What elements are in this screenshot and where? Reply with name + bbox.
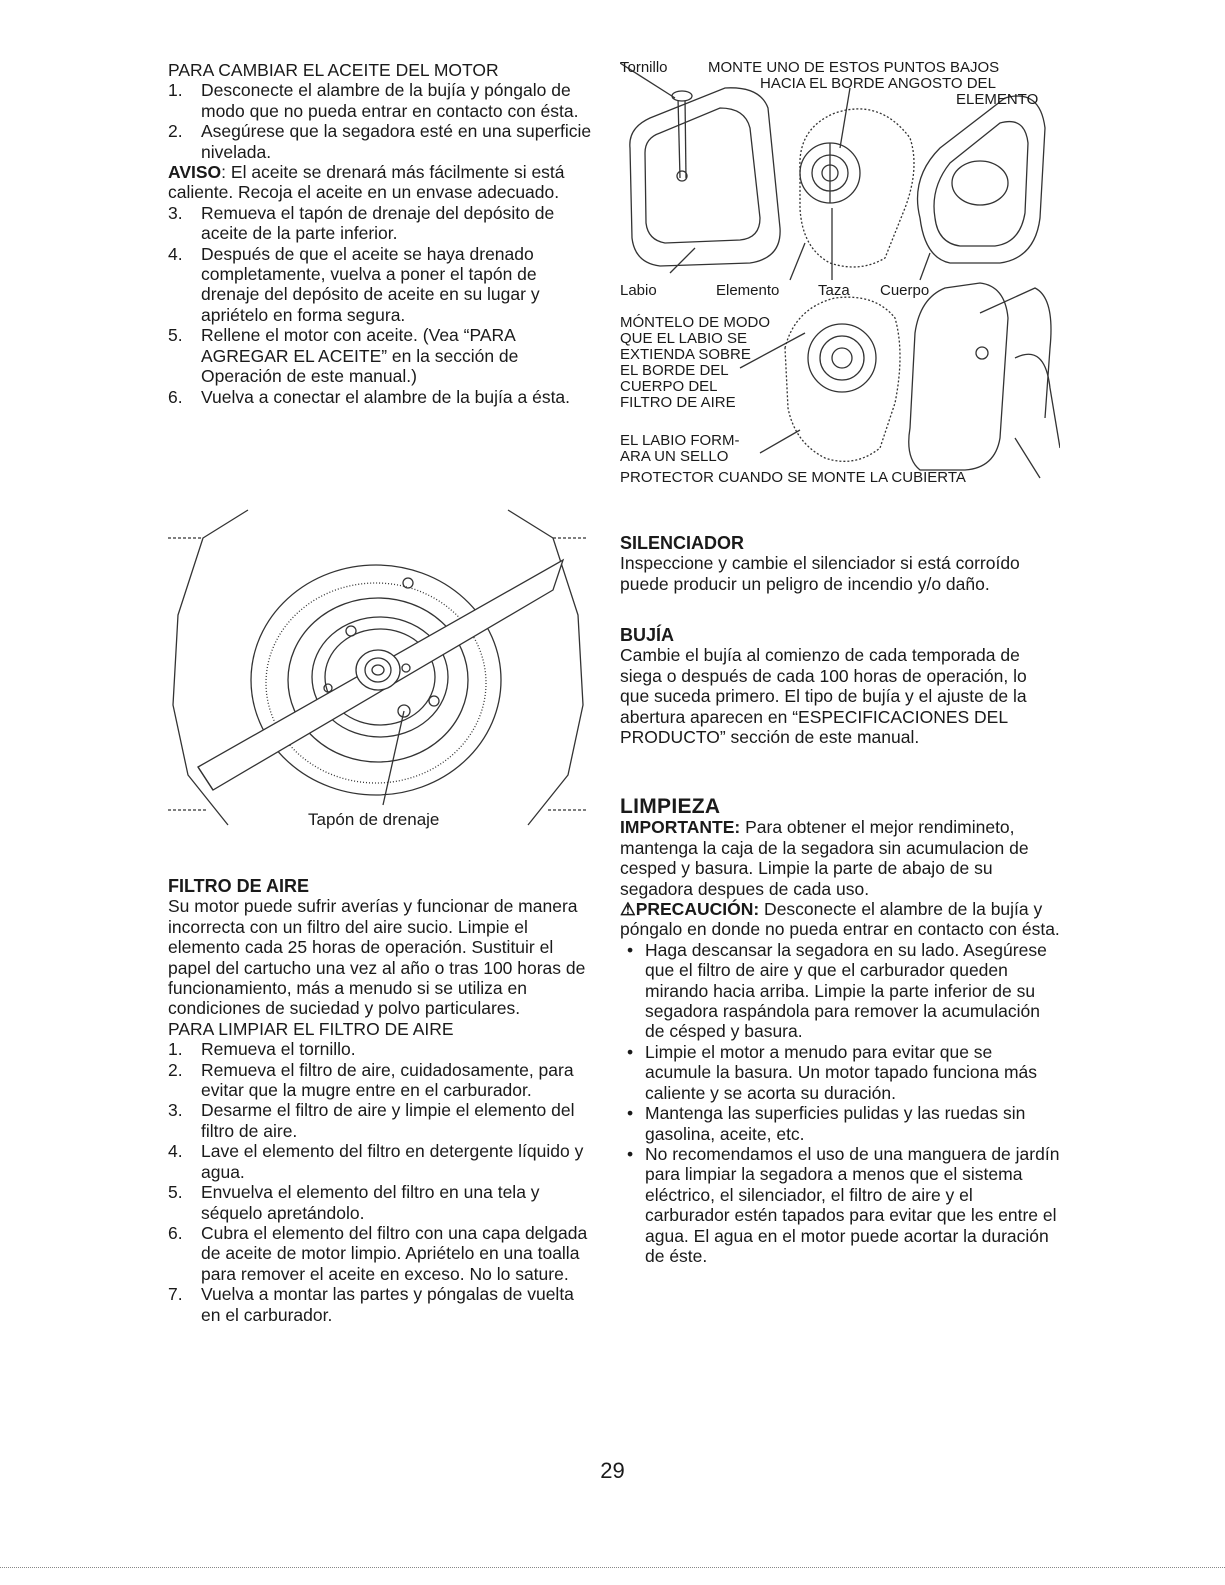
- step-text: Envuelva el elemento del filtro en una tela y séquelo apretándolo.: [201, 1182, 540, 1223]
- step-number: 3.: [168, 202, 183, 223]
- note-line: QUE EL LABIO SE: [620, 330, 747, 347]
- caution-label: PRECAUCIÓN:: [635, 899, 760, 920]
- aviso-note: [168, 162, 598, 203]
- cleaning-title: LIMPIEZA: [620, 795, 721, 818]
- note-line: MÓNTELO DE MODO: [620, 314, 771, 331]
- step-number: 4.: [168, 1141, 183, 1162]
- spark-plug-section: [620, 625, 1060, 747]
- list-item: [168, 244, 598, 326]
- list-item: [168, 387, 598, 407]
- spark-plug-title: BUJÍA: [620, 625, 675, 645]
- air-filter-text: Su motor puede sufrir averías y funcionar de manera incorrecta con un filtro del aire sucio. Limpie el elemento cada 25 horas de operación. Sustituir el papel del cartucho una vez al año o tras 100 horas de funcionamiento, más a menudo si se utiliza en condiciones de suciedad y polvo particulares.: [168, 896, 586, 1019]
- montelo-note: [620, 315, 770, 411]
- note-line: ARA UN SELLO: [620, 448, 729, 465]
- aviso-label: AVISO: [168, 162, 222, 183]
- important-note: [620, 817, 1060, 899]
- list-item: [620, 1144, 1060, 1266]
- note-line: FILTRO DE AIRE: [620, 394, 736, 411]
- list-item: [168, 325, 598, 386]
- oil-steps-list-b: [168, 203, 598, 407]
- list-item: [620, 1103, 1060, 1144]
- footer-divider: [0, 1567, 1225, 1568]
- list-item: [168, 1182, 598, 1223]
- note-line: EL LABIO FORM-: [620, 432, 740, 449]
- air-filter-title: FILTRO DE AIRE: [168, 876, 309, 896]
- monte-label-line1: MONTE UNO DE ESTOS PUNTOS BAJOS: [708, 59, 1000, 76]
- clean-filter-title: PARA LIMPIAR EL FILTRO DE AIRE: [168, 1018, 454, 1039]
- important-text: Para obtener el mejor rendimineto, mantenga la caja de la segadora sin acumulacion de cesped y basura. Limpie la parte de abajo de su segadora despues de cada uso.: [620, 817, 1029, 899]
- monte-label-line3: ELEMENTO: [956, 91, 1039, 108]
- cuerpo-label: Cuerpo: [880, 282, 930, 299]
- step-text: Cubra el elemento del filtro con una capa delgada de aceite de motor limpio. Apriételo en una toalla para remover el aceite en exceso. No lo sature.: [201, 1222, 588, 1284]
- caution-text: Desconecte el alambre de la bujía y póngalo en donde no pueda entrar en contacto con ésta.: [620, 899, 1060, 940]
- step-number: 2.: [168, 1059, 183, 1080]
- bullet-icon: •: [627, 1143, 634, 1164]
- step-number: 1.: [168, 80, 183, 101]
- step-text: Asegúrese que la segadora esté en una superficie nivelada.: [201, 121, 592, 162]
- muffler-text: Inspeccione y cambie el silenciador si está corroído puede producir un peligro de incendio y/o daño.: [620, 553, 1020, 594]
- oil-change-title: PARA CAMBIAR EL ACEITE DEL MOTOR: [168, 60, 499, 80]
- spark-plug-text: Cambie el bujía al comienzo de cada temporada de siega o después de cada 100 horas de operación, lo que suceda primero. El tipo de bujía y el ajuste de la abertura aparecen en “ESPECIFICACIONES DEL PRODUCTO” sección de este manual.: [620, 645, 1027, 748]
- air-filter-section: [168, 876, 598, 1325]
- mower-underside-drawing: [168, 505, 588, 845]
- bullet-text: Limpie el motor a menudo para evitar que se acumule la basura. Un motor tapado funciona más caliente y se acorta su duración.: [645, 1041, 1038, 1103]
- tornillo-label: Tornillo: [620, 59, 668, 76]
- oil-steps-list-a: [168, 80, 598, 162]
- list-item: [168, 1100, 598, 1141]
- cleaning-section: [620, 797, 1060, 1266]
- drain-plug-illustration: [168, 505, 588, 845]
- bullet-icon: •: [627, 939, 634, 960]
- muffler-title: SILENCIADOR: [620, 533, 745, 553]
- step-text: Después de que el aceite se haya drenado completamente, vuelva a poner el tapón de drenaje del depósito de aceite en su lugar y apriételo en forma segura.: [201, 243, 540, 325]
- step-text: Vuelva a montar las partes y póngalas de vuelta en el carburador.: [201, 1284, 574, 1325]
- list-item: [168, 80, 598, 121]
- step-text: Desarme el filtro de aire y limpie el elemento del filtro de aire.: [201, 1100, 575, 1141]
- list-item: [168, 1223, 598, 1284]
- list-item: [168, 1039, 598, 1059]
- bullet-text: Mantenga las superficies pulidas y las ruedas sin gasolina, aceite, etc.: [645, 1103, 1026, 1144]
- note-line: EXTIENDA SOBRE: [620, 346, 751, 363]
- list-item: [620, 1042, 1060, 1103]
- labio-label: Labio: [620, 282, 657, 299]
- clean-filter-steps: [168, 1039, 598, 1325]
- note-line: EL BORDE DEL: [620, 362, 729, 379]
- bullet-text: Haga descansar la segadora en su lado. Asegúrese que el filtro de aire y que el carburador queden mirando hacia arriba. Limpie la parte inferior de su segadora raspándola para remover la acumulación de césped y basura.: [645, 939, 1047, 1042]
- step-number: 2.: [168, 121, 183, 142]
- page-number: 29: [600, 1458, 625, 1483]
- caution-note: [620, 899, 1060, 940]
- step-text: Remueva el tornillo.: [201, 1039, 356, 1060]
- monte-label-line2: HACIA EL BORDE ANGOSTO DEL: [760, 75, 996, 92]
- list-item: [168, 203, 598, 244]
- bullet-icon: •: [627, 1103, 634, 1124]
- protector-note: PROTECTOR CUANDO SE MONTE LA CUBIERTA: [620, 469, 966, 486]
- step-number: 4.: [168, 243, 183, 264]
- step-number: 6.: [168, 1222, 183, 1243]
- list-item: [168, 1284, 598, 1325]
- step-number: 6.: [168, 386, 183, 407]
- elemento-label: Elemento: [716, 282, 780, 299]
- bullet-text: No recomendamos el uso de una manguera de jardín para limpiar la segadora a menos que el sistema eléctrico, el silenciador, el filtro de aire y el carburador estén tapados para evitar que les entre el agua. El agua en el motor puede acortar la duración de éste.: [645, 1143, 1060, 1266]
- step-number: 5.: [168, 1182, 183, 1203]
- taza-label: Taza: [818, 282, 850, 299]
- bullet-icon: •: [627, 1041, 634, 1062]
- step-text: Rellene el motor con aceite. (Vea “PARA AGREGAR EL ACEITE” en la sección de Operación de este manual.): [201, 325, 519, 387]
- step-text: Lave el elemento del filtro en detergente líquido y agua.: [201, 1141, 584, 1182]
- oil-change-section: [168, 60, 598, 407]
- step-number: 7.: [168, 1284, 183, 1305]
- important-label: IMPORTANTE:: [620, 817, 741, 838]
- step-text: Remueva el tapón de drenaje del depósito de aceite de la parte inferior.: [201, 202, 555, 244]
- list-item: [168, 1141, 598, 1182]
- cleaning-bullets: [620, 940, 1060, 1267]
- step-text: Desconecte el alambre de la bujía y póngalo de modo que no pueda entrar en contacto con ésta.: [201, 80, 579, 121]
- step-text: Remueva el filtro de aire, cuidadosamente, para evitar que la mugre entre en el carburador.: [201, 1059, 574, 1101]
- air-filter-illustration: [620, 58, 1060, 498]
- labio-form-note: [620, 433, 739, 465]
- muffler-section: [620, 533, 1060, 594]
- step-number: 1.: [168, 1039, 183, 1060]
- list-item: [620, 940, 1060, 1042]
- step-text: Vuelva a conectar el alambre de la bujía a ésta.: [201, 386, 571, 407]
- note-line: CUERPO DEL: [620, 378, 718, 395]
- list-item: [168, 1060, 598, 1101]
- aviso-text: : El aceite se drenará más fácilmente si está caliente. Recoja el aceite en un envase adecuado.: [168, 162, 565, 203]
- drain-plug-label: Tapón de drenaje: [308, 810, 440, 829]
- list-item: [168, 121, 598, 162]
- step-number: 5.: [168, 325, 183, 346]
- step-number: 3.: [168, 1100, 183, 1121]
- warning-triangle-icon: ⚠: [620, 899, 636, 920]
